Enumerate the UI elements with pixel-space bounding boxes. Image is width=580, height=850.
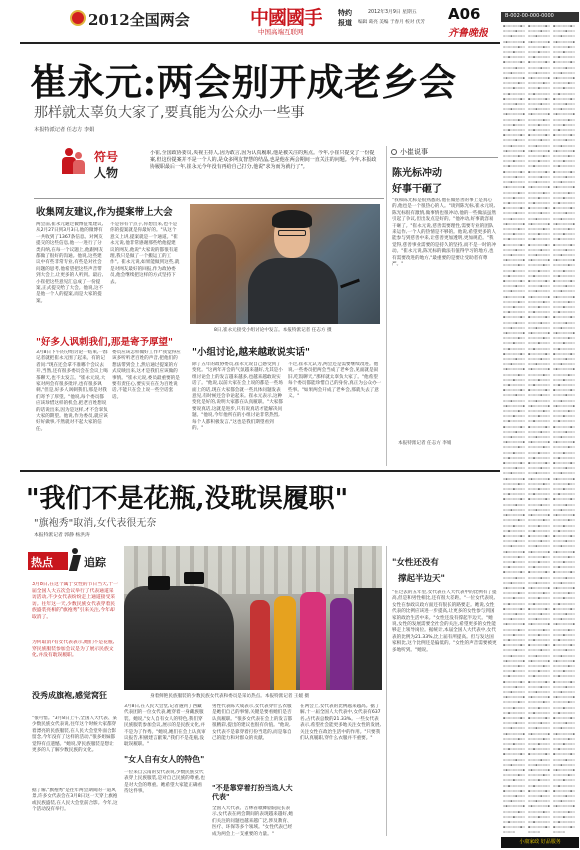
runner-icon [68,548,82,572]
story2-sec1-title: 没秀成旗袍,感觉窝狂 [32,691,108,700]
sidebar-body: "我和陈光标是很熟悉的,他在做慈善的事上是真心的,他也是一个很热心的人。"谈到陈光标,崔永元说,陈光标很有激情,做事情也很冲动,他的一些做法虽然引起了争议,但出发点是好的。"他冲动,好事就容易干砸了。"崔永元说,慈善需要理性,需要专业的团队来运作,一个人的热情是不够的。他说,希望更多的人能参与到慈善中来,让慈善更加透明,更加规范。"我觉得,慈善事业需要的是持久的坚持,而不是一时的冲动。"崔永元说,陈光标的做法有值得学习的地方,也有需要改进的地方,"最重要的是要让受助者有尊严。" [392,198,496,268]
photo-caption: 8日,崔永元接受小组讨论中发言。本报特派记者 任志方 摄 [214,328,332,333]
story2-sidebar-headline-1: "女性还没有 [392,558,439,568]
story2-sidebar-body: "在过去的五年里,女代表在人大代表中的比例有了提高,但是和男性相比,还有很大差距。"一位女代表说,女性在参政议政方面还有很长的路要走。她说,女性代表的比例应该进一步提高,让更多的女性参与到国家的政治生活中来。"女性还没有撑起半边天。"她说,女性的发展需要全社会的关注,希望更多的女性能够走上领导岗位。据统计,本届全国人大代表中,女代表的比例为21.33%,比上届有所提高。但与发达国家相比,这个比例还是偏低的。"女性的声音需要被更多地听到。"她说。 [392,590,497,653]
story2-sec1-col1: "很可惜。"3月8日上午,全国人大代表、某少数民族女代表说,往年这个时候大家都穿着漂亮的民族服装,在人民大会堂外面合影留念,今年没有了这样的活动,"很多姐妹都觉得有点遗憾。"她说,穿民族服装是想让更多的人了解少数民族的文化。 [32,716,118,754]
section2-title: "好多人讽刺我们,那是寄予厚望" [36,337,174,348]
page-number: A06 [448,5,481,23]
tag-tracking: 追踪 [84,556,106,569]
masthead [0,0,500,44]
woman-3 [300,592,326,690]
masthead-rule [20,42,500,44]
story2-headline: "我们不是花瓶,没耽误履职" [26,484,349,514]
person-hair [272,210,312,228]
section1-title: 收集网友建议,作为提案带上大会 [36,207,173,218]
crowd-photo-caption: 身着鲜艳民族服装的少数民族女代表和委员是采访热点。本报特派记者 王媛 摄 [150,694,310,699]
microphone-icon [340,279,360,289]
special-label-2: 报道 [338,19,352,27]
story2-sec2-intro: 3月8日,在人民大会堂,记者遇到了西藏代表团的一位女代表,她穿着一身藏族服装。她说,"女人自有女人的特色,我们穿民族服装参加会议,展示的是民族文化,并不是为了作秀。"她说,她们在会上认真审议报告,积极建言献策,"我们不是花瓶,没耽误履职。" [124,704,206,748]
column-tag [390,146,498,158]
summary-rule [34,198,384,199]
editor-line: 编辑 葛亮 美编 于春月 校对 伏芳 [358,20,426,25]
strip-footer: 小康家政 好品服务 [501,837,579,848]
crowd-left [124,586,234,690]
section2-col1: 3月8日下午的分组讨论一结束,一群记者就把崔永元围了起来。有的记者问:"现在还会拿不准哪个会议去开,当然,还有很多委员会在会议上喝茶聊天,也不太发言。"崔永元说,大家对两会有很多批评,也有很多讽刺,"但是,好多人讽刺我们,那是对我们寄予了厚望。"他说,每个委员都应该珍惜这样的机会,把老百姓想说的话说出来,因为是这样,才不会辜负大家的期望。他说,作为委员,就应该好好做事,不然就对不起大家的信任。 [36,350,108,432]
main-subhead: 那样就太辜负大家了,要真能为公众办一些事 [34,105,305,121]
story2-sec4-body: 在两会上,女代表的比例越来越高。据了解,十一届全国人大代表中,女代表有637名,占代表总数的21.33%。一些女代表表示,希望社会能更多地关注女性的发展,关注女性在政治生活中的作用。"只要我们认真履职,穿什么衣服并不重要。" [300,704,382,742]
story2-sec1-col2: 据了解,"旗袍秀"是往年两会期间的一道风景,许多女代表会在3月8日这一天穿上旗袍或民族盛装,在人民大会堂前合影。今年,这个活动没有举行。 [32,788,118,813]
story2-sidebar-divider [386,546,387,836]
main-byline: 本报特派记者 任志方 李娟 [34,127,95,133]
camera-icon [148,576,170,590]
strip-column-1: ▪▫▫▫▫▫▫▪▫▫▫▫▫▫▪▫▫▫▫▫▫▪▫▫▫▫▫▫▪▫▫▫▫▫▫▪▫▫▫▫▫▫▪▫▫▫▫▫▫▪▫▫▫▫▫▫▪▫▫▫▫▫▫▪▫▫▫▫▫▫▪▫▫▫▫▫▫▪▫▫▫▫▫▫▪▫▫▫▫▫▫▪▫▫▫▫▫▫▪▫▫▫▫▫▫▪▫▫▫▫▫▫▪▫▫▫▫▫▫▪▫▫▫▫▫▫▪▫▫▫▫▫▫▪▫▫▫▫▫▫▪▫▫▫▫▫▫▪▫▫▫▫▫▫▪▫▫▫▫▫▫▪▫▫▫▫▫▫▪▫▫▫▫▫▫▪▫▫▫▫▫▫▪▫▫▫▫▫▫▪▫▫▫▫▫▫▪▫▫▫▫▫▫▪▫▫▫▫▫▫▪▫▫▫▫▫▫▪▫▫▫▫▫▫▪▫▫▫▫▫▫▪▫▫▫▫▫▫▪▫▫▫▫▫▫▪▫▫▫▫▫▫▪▫▫▫▫▫▫▪▫▫▫▫▫▫▪▫▫▫▫▫▫▪▫▫▫▫▫▫▪▫▫▫▫▫▫▪▫▫▫▫▫▫▪▫▫▫▫▫▫▪▫▫▫▫▫▫▪▫▫▫▫▫▫▪▫▫▫▫▫▫▪▫▫▫▫▫▫▪▫▫▫▫▫▫▪▫▫▫▫▫▫▪▫▫▫▫▫▫▪▫▫▫▫▫▫▪▫▫▫▫▫▫▪▫▫▫▫▫▫▪▫▫▫▫▫▫▪▫▫▫▫▫▫▪▫▫▫▫▫▫▪▫▫▫▫▫▫▪▫▫▫▫▫▫▪▫▫▫▫▫▫▪▫▫▫▫▫▫▪▫▫▫▫▫▫▪▫▫▫▫▫▫▪▫▫▫▫▫▫▪▫▫▫▫▫▫▪▫▫▫▫▫▫▪▫▫▫▫▫▫▪▫▫▫▫▫▫▪▫▫▫▫▫▫▪▫▫▫▫▫▫▪▫▫▫▫▫▫▪▫▫▫▫▫▫▪▫▫▫▫▫▫▪▫▫▫▫▫▫▪▫▫▫▫▫▫▪▫▫▫▫▫▫▪▫▫▫▫▫▫▪▫▫▫▫▫▫▪▫▫▫▫▫▫▪▫▫▫▫▫▫▪▫▫▫▫▫▫▪▫▫▫▫▫▫▪▫▫▫▫▫▫▪▫▫▫▫▫▫▪▫▫▫▫▫▫▪▫▫▫▫▫▫▪▫▫▫▫▫▫▪▫▫▫▫▫▫▪▫▫▫▫▫▫▪▫▫▫▫▫▫▪▫▫▫▫▫▫▪▫▫▫▫▫▫▪▫▫▫▫▫▫▪▫▫▫▫▫▫▪▫▫▫▫▫▫▪▫▫▫▫▫▫▪▫▫▫▫▫▫▪▫▫▫▫▫▫▪▫▫▫▫▫▫▪▫▫▫▫▫▫▪▫▫▫▫▫▫▪▫▫▫▫▫▫▪▫▫▫▫▫▫▪▫▫▫▫▫▫▪▫▫▫▫▫▫▪▫▫▫▫▫▫▪▫▫▫▫▫▫▪▫▫▫▫▫▫▪▫▫▫▫▫▫▪▫▫▫▫▫▫▪▫▫▫▫▫▫▪▫▫▫▫▫▫▪▫▫▫▫▫▫▪▫▫▫▫▫▫▪▫▫▫▫▫▫▪▫▫▫▫▫▫▪▫▫▫▫▫▫▪▫▫▫▫▫▫▪▫▫▫▫▫▫▪▫▫▫▫▫▫▪▫▫▫▫▫▫▪▫▫▫▫▫▫▪▫▫▫▫▫▫▪▫▫▫▫▫▫▪▫▫▫▫▫▫▪▫▫▫▫▫▫▪▫▫▫▫▫▫▪▫▫▫▫▫▫▪▫▫▫▫▫▫▪▫▫▫▫▫▫▪▫▫▫▫▫▫▪▫▫▫▫▫▫▪▫▫▫▫▫▫▪▫▫▫▫▫▫▪▫▫▫▫▫▫▪▫▫▫▫▫▫▪▫▫▫▫▫▫▪▫▫▫▫▫▫▪▫▫▫▫▫▫▪▫▫▫▫▫▫▪▫▫▫▫▫▫▪▫▫▫▫▫▫▪▫▫▫▫▫▫▪▫▫▫▫▫▫▪▫▫▫▫▫▫▪▫▫▫▫▫▫▪▫▫▫▫▫▫▪▫▫▫▫▫▫▪▫▫▫▫▫▫▪▫▫▫▫▫▫▪▫▫▫▫▫▫▪▫▫▫▫▫▫▪▫▫▫▫▫▫▪▫▫▫▫▫▫▪▫▫▫▫▫▫▪▫▫▫▫▫▫▪▫▫▫▫▫▫▪▫▫▫▫▫▫▪▫▫▫▫▫▫▪▫▫▫▫▫▫▪▫▫▫▫▫▫▪▫▫▫▫▫▫▪▫▫▫▫▫▫▪▫▫▫▫▫▫▪▫▫▫▫▫▫▪▫▫▫▫▫▫▪▫▫▫▫▫▫▪▫▫▫▫▫▫▪▫▫▫▫▫▫▪▫▫▫▫▫▫▪▫▫▫▫▫▫▪▫▫▫▫▫▫▪▫▫▫▫▫▫▪▫▫▫▫▫▫▪▫▫▫▫▫▫▪▫▫▫▫▫▫▪▫▫▫▫▫▫▪▫▫▫▫▫▫▪▫▫▫▫▫▫▪▫▫▫▫▫▫▪▫▫▫▫▫▫▪▫▫▫▫▫▫▪▫▫▫▫▫▫▪▫▫▫▫▫▫▪▫▫▫▫▫▫▪▫▫▫▫▫▫▪▫▫▫▫▫▫▪▫▫▫▫▫▫▪▫▫▫▫▫▫▪▫▫▫▫▫▫▪▫▫▫▫▫▫▪▫▫▫▫▫▫▪▫▫▫▫▫▫▪▫▫▫▫▫▫▪▫▫▫▫▫▫▪▫▫▫▫▫▫▪▫▫▫▫▫▫▪▫▫▫▫▫▫▪▫▫▫▫▫▫▪▫▫▫▫▫▫▪▫▫▫▫▫▫ [503,24,525,835]
bubble-icon [391,149,397,155]
sidebar-headline-1: 陈光标冲动 [392,168,442,179]
summary-text: 小崔,全国政协委员,央视主持人,因为敢言,因为认真履职,他是被关注的焦点。今年,小崔只提交了一份提案,但这份提案并不是一个人的,是众多网友智慧的结晶,也是他在两会期间一直关注的问题。今年,本报政协履职最后一年,崔永元今年没有再给自己打分,他说"求为而为就行了"。 [150,150,377,171]
story2-lead-b: 为何取消?有女代表表示,她们不是花瓶,穿民族服装参加会议是为了展示民族文化,并没有耽误履职。 [32,640,115,659]
strip-top-label: B-002-00-000-0000 [505,13,554,19]
column-tag-text: 小崔说事 [400,148,428,156]
story2-sidebar-headline-2: 撑起半边天" [398,574,445,584]
story2-subhead: "旗袍秀"取消,女代表很无奈 [34,518,157,529]
hot-tracking-tag [28,548,118,574]
story2-sec3-intro: 男性代表陈大成表示,女代表穿什么衣服是她们自己的事情,关键是要看她们是否认真履职。"很多女代表在会上的发言都很精彩,提出的建议也很有价值。"他说,女代表不是靠穿着打扮当选的,而是靠自己的能力和对群众的贡献。 [212,704,293,742]
sidebar-divider [386,146,387,466]
brand-sub: 中国高端互联网 [258,28,304,36]
section3-title: "小组讨论,越来越敢说实话" [192,347,311,358]
story-divider [20,470,500,472]
classified-ad-strip [501,12,579,848]
section1-col2: 不是你有个点子,你想出来,也不是你的提案就是你最好的。"从这个意义上讲,提案就是一个通道。"崔永元说,他非常感谢那些给他提建议的网友,他说"大家说的都很有道理,我只是做了一个搬运工的工作"。崔永元说,如果能做到这些,就是对网友最好的回报,作为政协委员,他会继续把这样的方式坚持下去。 [110,222,180,285]
woman-2 [274,596,296,690]
cui-photo [190,204,380,324]
story2-lead: 3月8日,在这个属于女性的节日当天,十一届全国人大五次会议举行了代表通道采访活动,不少女代表纷纷走上通道接受采访。往年这一天,少数民族女代表穿着民族盛装亮相的"旗袍秀"引来关注,今年却取消了。 [32,582,118,620]
section3-col2: 不过,崔永元认为,两会还是需要继续改进。他说,一些委员把两会当成了老乡会,见面就是叙旧,吃饭聊天,"那样就太辜负大家了。"他希望每个委员都能珍惜自己的身份,真正为公众办一些事。"如果两会开成了老乡会,那就失去了意义。" [288,362,382,400]
story2-sec3-body: 全国人大代表、吉林省歌舞剧院院长表示,女代表在两会期间的表现越来越好,她们关注的问题也越来越广泛,涉及教育、医疗、环保等多个领域。"女性代表已经成为两会上一支重要的力量。" [212,806,294,836]
symbol-person-tag [60,148,138,182]
main-headline: 崔永元:两会别开成老乡会 [30,60,457,104]
woman-4 [330,598,352,690]
section1-col1: 两会前,崔永元通过微博征集建议,从2月27日到3月3日,他的微博有一共收到了1367条信息。对网友提交的这些信息,他一一进行了分类归纳,在每一个议题上,他跟网友都做了很好的沟通。他说,这些建议中有些非常专业,有些是对社会问题的思考,他希望把这些声音带到大会上,让更多的人听到。最后,小崔把这些意见汇总成了一份提案,正式提交给了大会。他说,这不是他一个人的提案,而是大家的提案。 [36,222,104,304]
strip-column-2: ▪▫▫▫▫▫▫▪▫▫▫▫▫▫▪▫▫▫▫▫▫▪▫▫▫▫▫▫▪▫▫▫▫▫▫▪▫▫▫▫▫▫▪▫▫▫▫▫▫▪▫▫▫▫▫▫▪▫▫▫▫▫▫▪▫▫▫▫▫▫▪▫▫▫▫▫▫▪▫▫▫▫▫▫▪▫▫▫▫▫▫▪▫▫▫▫▫▫▪▫▫▫▫▫▫▪▫▫▫▫▫▫▪▫▫▫▫▫▫▪▫▫▫▫▫▫▪▫▫▫▫▫▫▪▫▫▫▫▫▫▪▫▫▫▫▫▫▪▫▫▫▫▫▫▪▫▫▫▫▫▫▪▫▫▫▫▫▫▪▫▫▫▫▫▫▪▫▫▫▫▫▫▪▫▫▫▫▫▫▪▫▫▫▫▫▫▪▫▫▫▫▫▫▪▫▫▫▫▫▫▪▫▫▫▫▫▫▪▫▫▫▫▫▫▪▫▫▫▫▫▫▪▫▫▫▫▫▫▪▫▫▫▫▫▫▪▫▫▫▫▫▫▪▫▫▫▫▫▫▪▫▫▫▫▫▫▪▫▫▫▫▫▫▪▫▫▫▫▫▫▪▫▫▫▫▫▫▪▫▫▫▫▫▫▪▫▫▫▫▫▫▪▫▫▫▫▫▫▪▫▫▫▫▫▫▪▫▫▫▫▫▫▪▫▫▫▫▫▫▪▫▫▫▫▫▫▪▫▫▫▫▫▫▪▫▫▫▫▫▫▪▫▫▫▫▫▫▪▫▫▫▫▫▫▪▫▫▫▫▫▫▪▫▫▫▫▫▫▪▫▫▫▫▫▫▪▫▫▫▫▫▫▪▫▫▫▫▫▫▪▫▫▫▫▫▫▪▫▫▫▫▫▫▪▫▫▫▫▫▫▪▫▫▫▫▫▫▪▫▫▫▫▫▫▪▫▫▫▫▫▫▪▫▫▫▫▫▫▪▫▫▫▫▫▫▪▫▫▫▫▫▫▪▫▫▫▫▫▫▪▫▫▫▫▫▫▪▫▫▫▫▫▫▪▫▫▫▫▫▫▪▫▫▫▫▫▫▪▫▫▫▫▫▫▪▫▫▫▫▫▫▪▫▫▫▫▫▫▪▫▫▫▫▫▫▪▫▫▫▫▫▫▪▫▫▫▫▫▫▪▫▫▫▫▫▫▪▫▫▫▫▫▫▪▫▫▫▫▫▫▪▫▫▫▫▫▫▪▫▫▫▫▫▫▪▫▫▫▫▫▫▪▫▫▫▫▫▫▪▫▫▫▫▫▫▪▫▫▫▫▫▫▪▫▫▫▫▫▫▪▫▫▫▫▫▫▪▫▫▫▫▫▫▪▫▫▫▫▫▫▪▫▫▫▫▫▫▪▫▫▫▫▫▫▪▫▫▫▫▫▫▪▫▫▫▫▫▫▪▫▫▫▫▫▫▪▫▫▫▫▫▫▪▫▫▫▫▫▫▪▫▫▫▫▫▫▪▫▫▫▫▫▫▪▫▫▫▫▫▫▪▫▫▫▫▫▫▪▫▫▫▫▫▫▪▫▫▫▫▫▫▪▫▫▫▫▫▫▪▫▫▫▫▫▫▪▫▫▫▫▫▫▪▫▫▫▫▫▫▪▫▫▫▫▫▫▪▫▫▫▫▫▫▪▫▫▫▫▫▫▪▫▫▫▫▫▫▪▫▫▫▫▫▫▪▫▫▫▫▫▫▪▫▫▫▫▫▫▪▫▫▫▫▫▫▪▫▫▫▫▫▫▪▫▫▫▫▫▫▪▫▫▫▫▫▫▪▫▫▫▫▫▫▪▫▫▫▫▫▫▪▫▫▫▫▫▫▪▫▫▫▫▫▫▪▫▫▫▫▫▫▪▫▫▫▫▫▫▪▫▫▫▫▫▫▪▫▫▫▫▫▫▪▫▫▫▫▫▫▪▫▫▫▫▫▫▪▫▫▫▫▫▫▪▫▫▫▫▫▫▪▫▫▫▫▫▫▪▫▫▫▫▫▫▪▫▫▫▫▫▫▪▫▫▫▫▫▫▪▫▫▫▫▫▫▪▫▫▫▫▫▫▪▫▫▫▫▫▫▪▫▫▫▫▫▫▪▫▫▫▫▫▫▪▫▫▫▫▫▫▪▫▫▫▫▫▫▪▫▫▫▫▫▫▪▫▫▫▫▫▫▪▫▫▫▫▫▫▪▫▫▫▫▫▫▪▫▫▫▫▫▫▪▫▫▫▫▫▫▪▫▫▫▫▫▫▪▫▫▫▫▫▫▪▫▫▫▫▫▫▪▫▫▫▫▫▫▪▫▫▫▫▫▫▪▫▫▫▫▫▫▪▫▫▫▫▫▫▪▫▫▫▫▫▫▪▫▫▫▫▫▫▪▫▫▫▫▫▫▪▫▫▫▫▫▫▪▫▫▫▫▫▫▪▫▫▫▫▫▫▪▫▫▫▫▫▫▪▫▫▫▫▫▫▪▫▫▫▫▫▫▪▫▫▫▫▫▫▪▫▫▫▫▫▫▪▫▫▫▫▫▫▪▫▫▫▫▫▫▪▫▫▫▫▫▫▪▫▫▫▫▫▫▪▫▫▫▫▫▫▪▫▫▫▫▫▫▪▫▫▫▫▫▫▪▫▫▫▫▫▫▪▫▫▫▫▫▫▪▫▫▫▫▫▫▪▫▫▫▫▫▫▪▫▫▫▫▫▫▪▫▫▫▫▫▫▪▫▫▫▫▫▫▪▫▫▫▫▫▫▪▫▫▫▫▫▫▪▫▫▫▫▫▫▪▫▫▫▫▫▫▪▫▫▫▫▫▫▪▫▫▫▫▫▫▪▫▫▫▫▫▫▪▫▫▫▫▫▫▪▫▫▫▫▫▫▪▫▫▫▫▫▫▪▫▫▫▫▫▫▪▫▫▫▫▫▫▪▫▫▫▫▫▫▪▫▫▫▫▫▫▪▫▫▫▫▫▫▪▫▫▫▫▫▫▪▫▫▫▫▫▫▪▫▫▫▫▫▫▪▫▫▫▫▫▫▪▫▫▫▫▫▫▪▫▫▫▫▫▫ [528,24,550,835]
person-icon-2 [72,152,86,174]
person-glasses [278,230,306,236]
strip-column-3: ▪▫▫▫▫▫▫▪▫▫▫▫▫▫▪▫▫▫▫▫▫▪▫▫▫▫▫▫▪▫▫▫▫▫▫▪▫▫▫▫▫▫▪▫▫▫▫▫▫▪▫▫▫▫▫▫▪▫▫▫▫▫▫▪▫▫▫▫▫▫▪▫▫▫▫▫▫▪▫▫▫▫▫▫▪▫▫▫▫▫▫▪▫▫▫▫▫▫▪▫▫▫▫▫▫▪▫▫▫▫▫▫▪▫▫▫▫▫▫▪▫▫▫▫▫▫▪▫▫▫▫▫▫▪▫▫▫▫▫▫▪▫▫▫▫▫▫▪▫▫▫▫▫▫▪▫▫▫▫▫▫▪▫▫▫▫▫▫▪▫▫▫▫▫▫▪▫▫▫▫▫▫▪▫▫▫▫▫▫▪▫▫▫▫▫▫▪▫▫▫▫▫▫▪▫▫▫▫▫▫▪▫▫▫▫▫▫▪▫▫▫▫▫▫▪▫▫▫▫▫▫▪▫▫▫▫▫▫▪▫▫▫▫▫▫▪▫▫▫▫▫▫▪▫▫▫▫▫▫▪▫▫▫▫▫▫▪▫▫▫▫▫▫▪▫▫▫▫▫▫▪▫▫▫▫▫▫▪▫▫▫▫▫▫▪▫▫▫▫▫▫▪▫▫▫▫▫▫▪▫▫▫▫▫▫▪▫▫▫▫▫▫▪▫▫▫▫▫▫▪▫▫▫▫▫▫▪▫▫▫▫▫▫▪▫▫▫▫▫▫▪▫▫▫▫▫▫▪▫▫▫▫▫▫▪▫▫▫▫▫▫▪▫▫▫▫▫▫▪▫▫▫▫▫▫▪▫▫▫▫▫▫▪▫▫▫▫▫▫▪▫▫▫▫▫▫▪▫▫▫▫▫▫▪▫▫▫▫▫▫▪▫▫▫▫▫▫▪▫▫▫▫▫▫▪▫▫▫▫▫▫▪▫▫▫▫▫▫▪▫▫▫▫▫▫▪▫▫▫▫▫▫▪▫▫▫▫▫▫▪▫▫▫▫▫▫▪▫▫▫▫▫▫▪▫▫▫▫▫▫▪▫▫▫▫▫▫▪▫▫▫▫▫▫▪▫▫▫▫▫▫▪▫▫▫▫▫▫▪▫▫▫▫▫▫▪▫▫▫▫▫▫▪▫▫▫▫▫▫▪▫▫▫▫▫▫▪▫▫▫▫▫▫▪▫▫▫▫▫▫▪▫▫▫▫▫▫▪▫▫▫▫▫▫▪▫▫▫▫▫▫▪▫▫▫▫▫▫▪▫▫▫▫▫▫▪▫▫▫▫▫▫▪▫▫▫▫▫▫▪▫▫▫▫▫▫▪▫▫▫▫▫▫▪▫▫▫▫▫▫▪▫▫▫▫▫▫▪▫▫▫▫▫▫▪▫▫▫▫▫▫▪▫▫▫▫▫▫▪▫▫▫▫▫▫▪▫▫▫▫▫▫▪▫▫▫▫▫▫▪▫▫▫▫▫▫▪▫▫▫▫▫▫▪▫▫▫▫▫▫▪▫▫▫▫▫▫▪▫▫▫▫▫▫▪▫▫▫▫▫▫▪▫▫▫▫▫▫▪▫▫▫▫▫▫▪▫▫▫▫▫▫▪▫▫▫▫▫▫▪▫▫▫▫▫▫▪▫▫▫▫▫▫▪▫▫▫▫▫▫▪▫▫▫▫▫▫▪▫▫▫▫▫▫▪▫▫▫▫▫▫▪▫▫▫▫▫▫▪▫▫▫▫▫▫▪▫▫▫▫▫▫▪▫▫▫▫▫▫▪▫▫▫▫▫▫▪▫▫▫▫▫▫▪▫▫▫▫▫▫▪▫▫▫▫▫▫▪▫▫▫▫▫▫▪▫▫▫▫▫▫▪▫▫▫▫▫▫▪▫▫▫▫▫▫▪▫▫▫▫▫▫▪▫▫▫▫▫▫▪▫▫▫▫▫▫▪▫▫▫▫▫▫▪▫▫▫▫▫▫▪▫▫▫▫▫▫▪▫▫▫▫▫▫▪▫▫▫▫▫▫▪▫▫▫▫▫▫▪▫▫▫▫▫▫▪▫▫▫▫▫▫▪▫▫▫▫▫▫▪▫▫▫▫▫▫▪▫▫▫▫▫▫▪▫▫▫▫▫▫▪▫▫▫▫▫▫▪▫▫▫▫▫▫▪▫▫▫▫▫▫▪▫▫▫▫▫▫▪▫▫▫▫▫▫▪▫▫▫▫▫▫▪▫▫▫▫▫▫▪▫▫▫▫▫▫▪▫▫▫▫▫▫▪▫▫▫▫▫▫▪▫▫▫▫▫▫▪▫▫▫▫▫▫▪▫▫▫▫▫▫▪▫▫▫▫▫▫▪▫▫▫▫▫▫▪▫▫▫▫▫▫▪▫▫▫▫▫▫▪▫▫▫▫▫▫▪▫▫▫▫▫▫▪▫▫▫▫▫▫▪▫▫▫▫▫▫▪▫▫▫▫▫▫▪▫▫▫▫▫▫▪▫▫▫▫▫▫▪▫▫▫▫▫▫▪▫▫▫▫▫▫▪▫▫▫▫▫▫▪▫▫▫▫▫▫▪▫▫▫▫▫▫▪▫▫▫▫▫▫▪▫▫▫▫▫▫▪▫▫▫▫▫▫▪▫▫▫▫▫▫▪▫▫▫▫▫▫▪▫▫▫▫▫▫▪▫▫▫▫▫▫▪▫▫▫▫▫▫▪▫▫▫▫▫▫▪▫▫▫▫▫▫▪▫▫▫▫▫▫▪▫▫▫▫▫▫▪▫▫▫▫▫▫▪▫▫▫▫▫▫▪▫▫▫▫▫▫▪▫▫▫▫▫▫▪▫▫▫▫▫▫▪▫▫▫▫▫▫▪▫▫▫▫▫▫▪▫▫▫▫▫▫▪▫▫▫▫▫▫▪▫▫▫▫▫▫▪▫▫▫▫▫▫▪▫▫▫▫▫▫▪▫▫▫▫▫▫▪▫▫▫▫▫▫▪▫▫▫▫▫▫▪▫▫▫▫▫▫▪▫▫▫▫▫▫▪▫▫▫▫▫▫▪▫▫▫▫▫▫ [553,24,575,835]
story2-sec2-body: 一位来自云南的女代表说,少数民族女代表穿上民族服装,是对自己民族的尊重,也是对大会的尊重。她希望大家能正确看待这件事。 [124,770,206,795]
woman-1 [250,600,270,690]
section-title: 2012全国两会 [88,11,190,29]
section2-col2: 委员应该怎样做好工作?"我觉得应该多听听老百姓的声音,把他们的想法带到会上,然后通过提案的方式反映出来,这才是我们应该做的事情。"崔永元说,委员最重要的是要有责任心,要实实在在为百姓说话,不能只在会上说一些空话套话。 [112,350,181,400]
camera-icon-2 [184,572,204,584]
special-label: 特约 [338,9,352,17]
person-body [248,258,338,324]
background-person [196,234,236,324]
story2-sec3-title: "不是靠穿着打扮当选人大代表" [212,784,293,801]
paper-name: 齐鲁晚报 [448,28,488,39]
tag-symbol: 符号 [94,150,119,164]
date-line: 2012年3月9日 星期五 [368,10,417,15]
crowd-photo [124,546,382,690]
story2-byline: 本报特派记者 郭静 杨洪涛 [34,533,90,538]
crowd-right [354,588,382,690]
tag-person: 人物 [94,166,119,180]
section3-col1: 除了五年的政协委员,崔永元说自己感受到了变化。"这两年开会的气氛越来越好,尤其是小组讨论会上的发言越来越多,也越来越敢说实话了。"他说,以前大家在会上说的都是一些场面上的话,现在大家都会就一些具体问题发表意见,有时候还会争论起来。崔永元表示,这种变化是好的,说明大家都在认真履职。"大家都要说真话,这就是进步,只有说真话才能解决问题。"他说,今年他所在的小组讨论非常热烈,每个人都积极发言,"这也是我们期望看到的。" [192,362,283,432]
sidebar-headline-2: 好事干砸了 [392,184,442,195]
emblem-icon [70,10,86,26]
brand-main: 中國國手 [250,7,323,29]
story2-sec2-title: "女人自有女人的特色" [124,755,205,764]
tag-hot: 热点 [31,556,53,569]
sidebar-byline: 本报特派记者 任志方 李娟 [398,441,452,446]
